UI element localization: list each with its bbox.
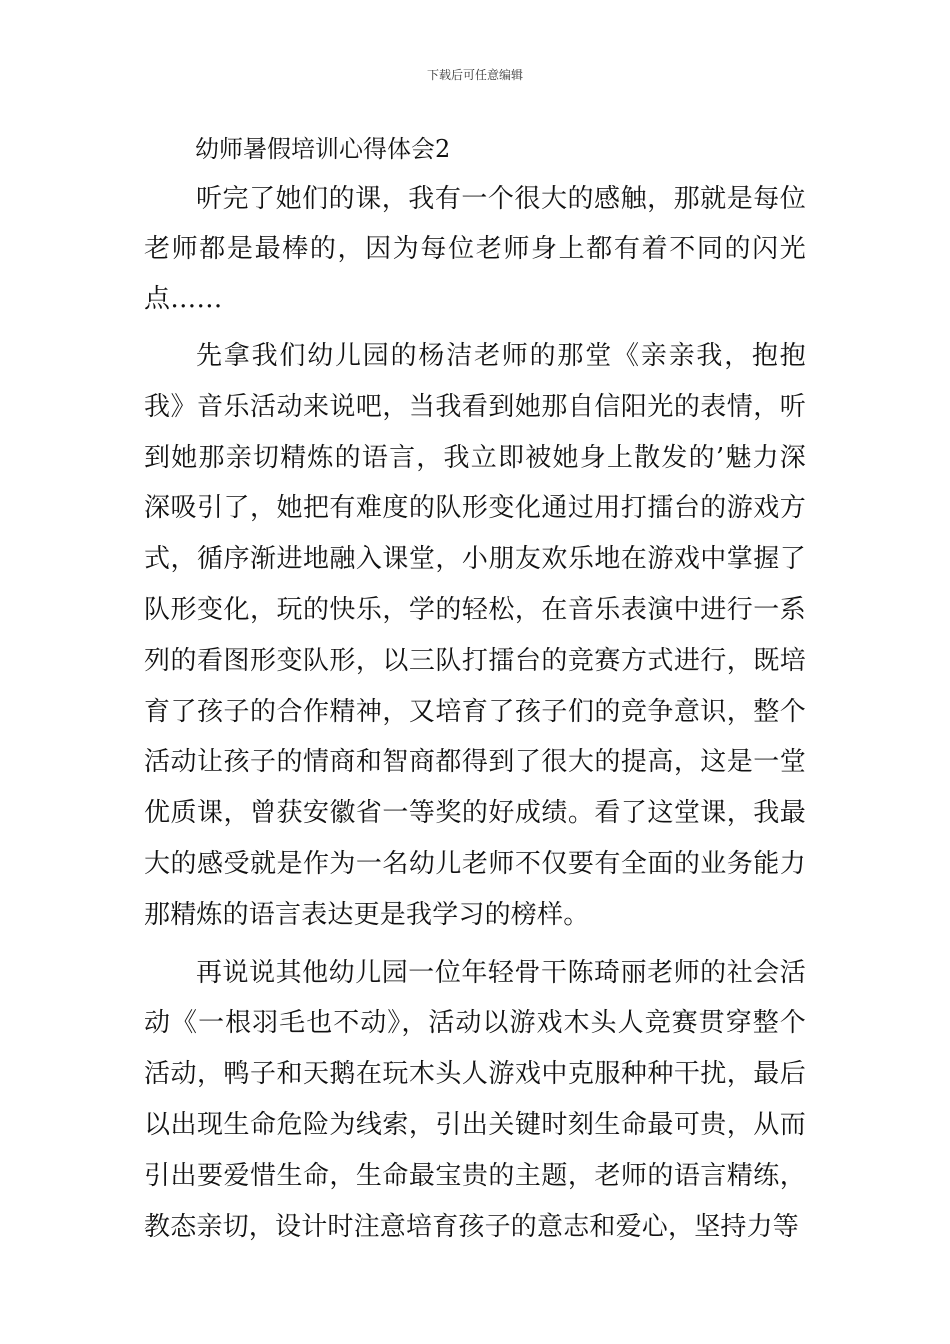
paragraph-1: 听完了她们的课，我有一个很大的感触，那就是每位老师都是最棒的，因为每位老师身上都有着不同的闪光点…… <box>144 184 806 314</box>
paragraph-3: 再说说其他幼儿园一位年轻骨干陈琦丽老师的社会活动《一根羽毛也不动》，活动以游戏木头人竞赛贯穿整个活动，鸭子和天鹅在玩木头人游戏中克服种种干扰，最后以出现生命危险为线索，引出关键时刻生命最可贵，从而引出要爱惜生命，生命最宝贵的主题，老师的语言精练，教态亲切，设计时注意培育孩子的意志和爱心，坚持力等 <box>144 957 806 1242</box>
page-header-note: 下载后可任意编辑 <box>426 68 523 82</box>
document-title: 幼师暑假培训心得体会2 <box>195 135 451 163</box>
document-body <box>144 174 806 1252</box>
paragraph-2: 先拿我们幼儿园的杨洁老师的那堂《亲亲我，抱抱我》音乐活动来说吧，当我看到她那自信阳光的表情，听到她那亲切精炼的语言，我立即被她身上散发的’魅力深深吸引了，她把有难度的队形变化通过用打擂台的游戏方式，循序渐进地融入课堂，小朋友欢乐地在游戏中掌握了队形变化，玩的快乐，学的轻松，在音乐表演中进行一系列的看图形变队形，以三队打擂台的竞赛方式进行，既培育了孩子的合作精神，又培育了孩子们的竞争意识，整个活动让孩子的情商和智商都得到了很大的提高，这是一堂优质课，曾获安徽省一等奖的好成绩。看了这堂课，我最大的感受就是作为一名幼儿老师不仅要有全面的业务能力那精炼的语言表达更是我学习的榜样。 <box>144 341 806 930</box>
